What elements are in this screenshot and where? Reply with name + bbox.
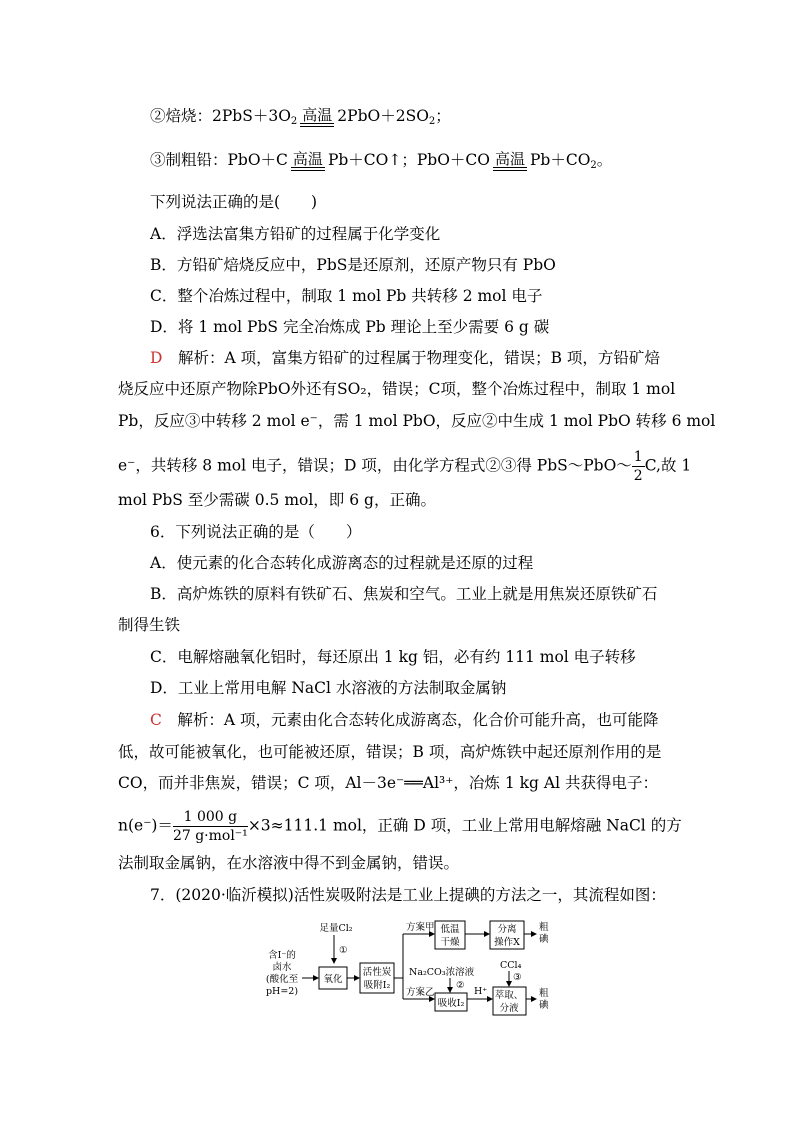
equation-roasting: ②焙烧：$2PbS+3O_2$ 高温 $2PbO+2SO_2$；: [150, 106, 451, 127]
answer-letter: C: [150, 711, 162, 729]
flow-crude-iodine: 粗: [539, 922, 549, 933]
svg-text:干燥: 干燥: [440, 937, 460, 948]
question-7-stem: 7．(2020·临沂模拟)活性炭吸附法是工业上提碘的方法之一，其流程如图：: [150, 886, 666, 904]
explanation-line: 低，故可能被氧化，也可能被还原，错误；B 项，高炉炼铁中起还原剂作用的是: [118, 743, 662, 761]
explanation-line: n(e⁻)＝ $\frac{1 000 g}{\text{27 g·mol⁻¹}}$ ×3≈111.1 mol，正确 D 项，工业上常用电解熔融 NaCl 的方: [118, 809, 682, 844]
iodine-flowchart: [266, 917, 556, 1022]
flow-crude-iodine: 粗: [539, 988, 549, 999]
high-temp-condition: 高温: [291, 151, 325, 171]
question-6-stem: 6．下列说法正确的是（ ）: [150, 523, 362, 541]
explanation-line: 烧反应中还原产物除PbO外还有SO₂，错误；C项，整个冶炼过程中，制取 1 mol: [118, 380, 676, 398]
explanation-line: e⁻，共转移 8 mol 电子，错误；D 项，由化学方程式②③得 PbS～PbO～ $\frac{1}{2}$ C,故 1: [118, 449, 692, 484]
fraction: $\frac{1}{2}$: [633, 449, 643, 484]
explanation-line: 法制取金属钠，在水溶液中得不到金属钠，错误。: [118, 854, 460, 872]
option-b: B．高炉炼铁的原料有铁矿石、焦炭和空气。工业上就是用焦炭还原铁矿石: [150, 585, 658, 603]
explanation-line: Pb，反应③中转移 2 mol e⁻，需 1 mol PbO，反应②中生成 1 mol PbO 转移 6 mol: [118, 412, 716, 430]
option-a: A．浮选法富集方铅矿的过程属于化学变化: [150, 225, 441, 243]
option-d: D．将 1 mol PbS 完全冶炼成 Pb 理论上至少需要 6 g 碳: [150, 318, 550, 336]
option-a: A．使元素的化合态转化成游离态的过程就是还原的过程: [150, 554, 534, 572]
high-temp-condition: 高温: [493, 151, 527, 171]
option-b-cont: 制得生铁: [118, 616, 181, 634]
svg-text:碘: 碘: [539, 934, 549, 945]
explanation-line: CO，而并非焦炭，错误；C 项，Al－3e⁻══Al³⁺，冶炼 1 kg Al 共获得电子：: [118, 774, 658, 792]
flow-source: 含I⁻的: [268, 950, 296, 961]
flow-reagent-cl2: 足量Cl₂: [319, 923, 353, 934]
high-temp-condition: 高温: [300, 107, 334, 127]
svg-text:吸附I₂: 吸附I₂: [363, 980, 391, 991]
svg-text:pH=2): pH=2): [266, 986, 299, 997]
answer-letter: D: [150, 349, 163, 367]
svg-text:氧化: 氧化: [323, 974, 343, 985]
explanation-line: mol PbS 至少需碳 0.5 mol，即 6 g，正确。: [118, 491, 436, 509]
svg-text:操作X: 操作X: [494, 937, 520, 948]
svg-text:活性炭: 活性炭: [362, 967, 392, 978]
flow-plan-a: 方案甲: [406, 922, 435, 933]
option-d: D．工业上常用电解 NaCl 水溶液的方法制取金属钠: [150, 679, 507, 697]
svg-text:吸收I₂: 吸收I₂: [437, 998, 465, 1009]
option-c: C．电解熔融氧化铝时，每还原出 1 kg 铝，必有约 111 mol 电子转移: [150, 648, 636, 666]
fraction: $\frac{1 000 g}{\text{27 g·mol⁻¹}}$: [172, 809, 248, 844]
svg-text:碘: 碘: [539, 1000, 549, 1011]
svg-text:分液: 分液: [499, 1003, 519, 1014]
svg-text:H⁺: H⁺: [474, 986, 488, 997]
flow-reagent-na2co3: Na₂CO₃浓溶液: [409, 967, 475, 978]
svg-text:(酸化至: (酸化至: [266, 974, 299, 985]
option-b: B．方铅矿焙烧反应中，PbS是还原剂，还原产物只有 PbO: [150, 256, 556, 274]
question-stem: 下列说法正确的是( ): [150, 193, 318, 211]
svg-text:萃取、: 萃取、: [494, 990, 524, 1001]
flow-plan-b: 方案乙: [406, 987, 435, 998]
svg-text:低温: 低温: [440, 924, 460, 935]
answer-line: D 解析：A 项，富集方铅矿的过程属于物理变化，错误；B 项，方铅矿焙: [150, 349, 660, 367]
flow-reagent-ccl4: CCl₄: [500, 960, 522, 971]
svg-text:②: ②: [456, 980, 465, 991]
equation-crude-lead: ③制粗铅：PbO＋C 高温 Pb＋CO↑；PbO＋CO 高温 $Pb+CO_2$。: [150, 150, 613, 171]
answer-line: C 解析：A 项，元素由化合态转化成游离态，化合价可能升高，也可能降: [150, 711, 659, 729]
option-c: C．整个冶炼过程中，制取 1 mol Pb 共转移 2 mol 电子: [150, 287, 543, 305]
svg-text:③: ③: [513, 972, 522, 983]
svg-text:分离: 分离: [497, 924, 517, 935]
svg-text:卤水: 卤水: [272, 962, 292, 973]
svg-text:①: ①: [339, 945, 348, 956]
